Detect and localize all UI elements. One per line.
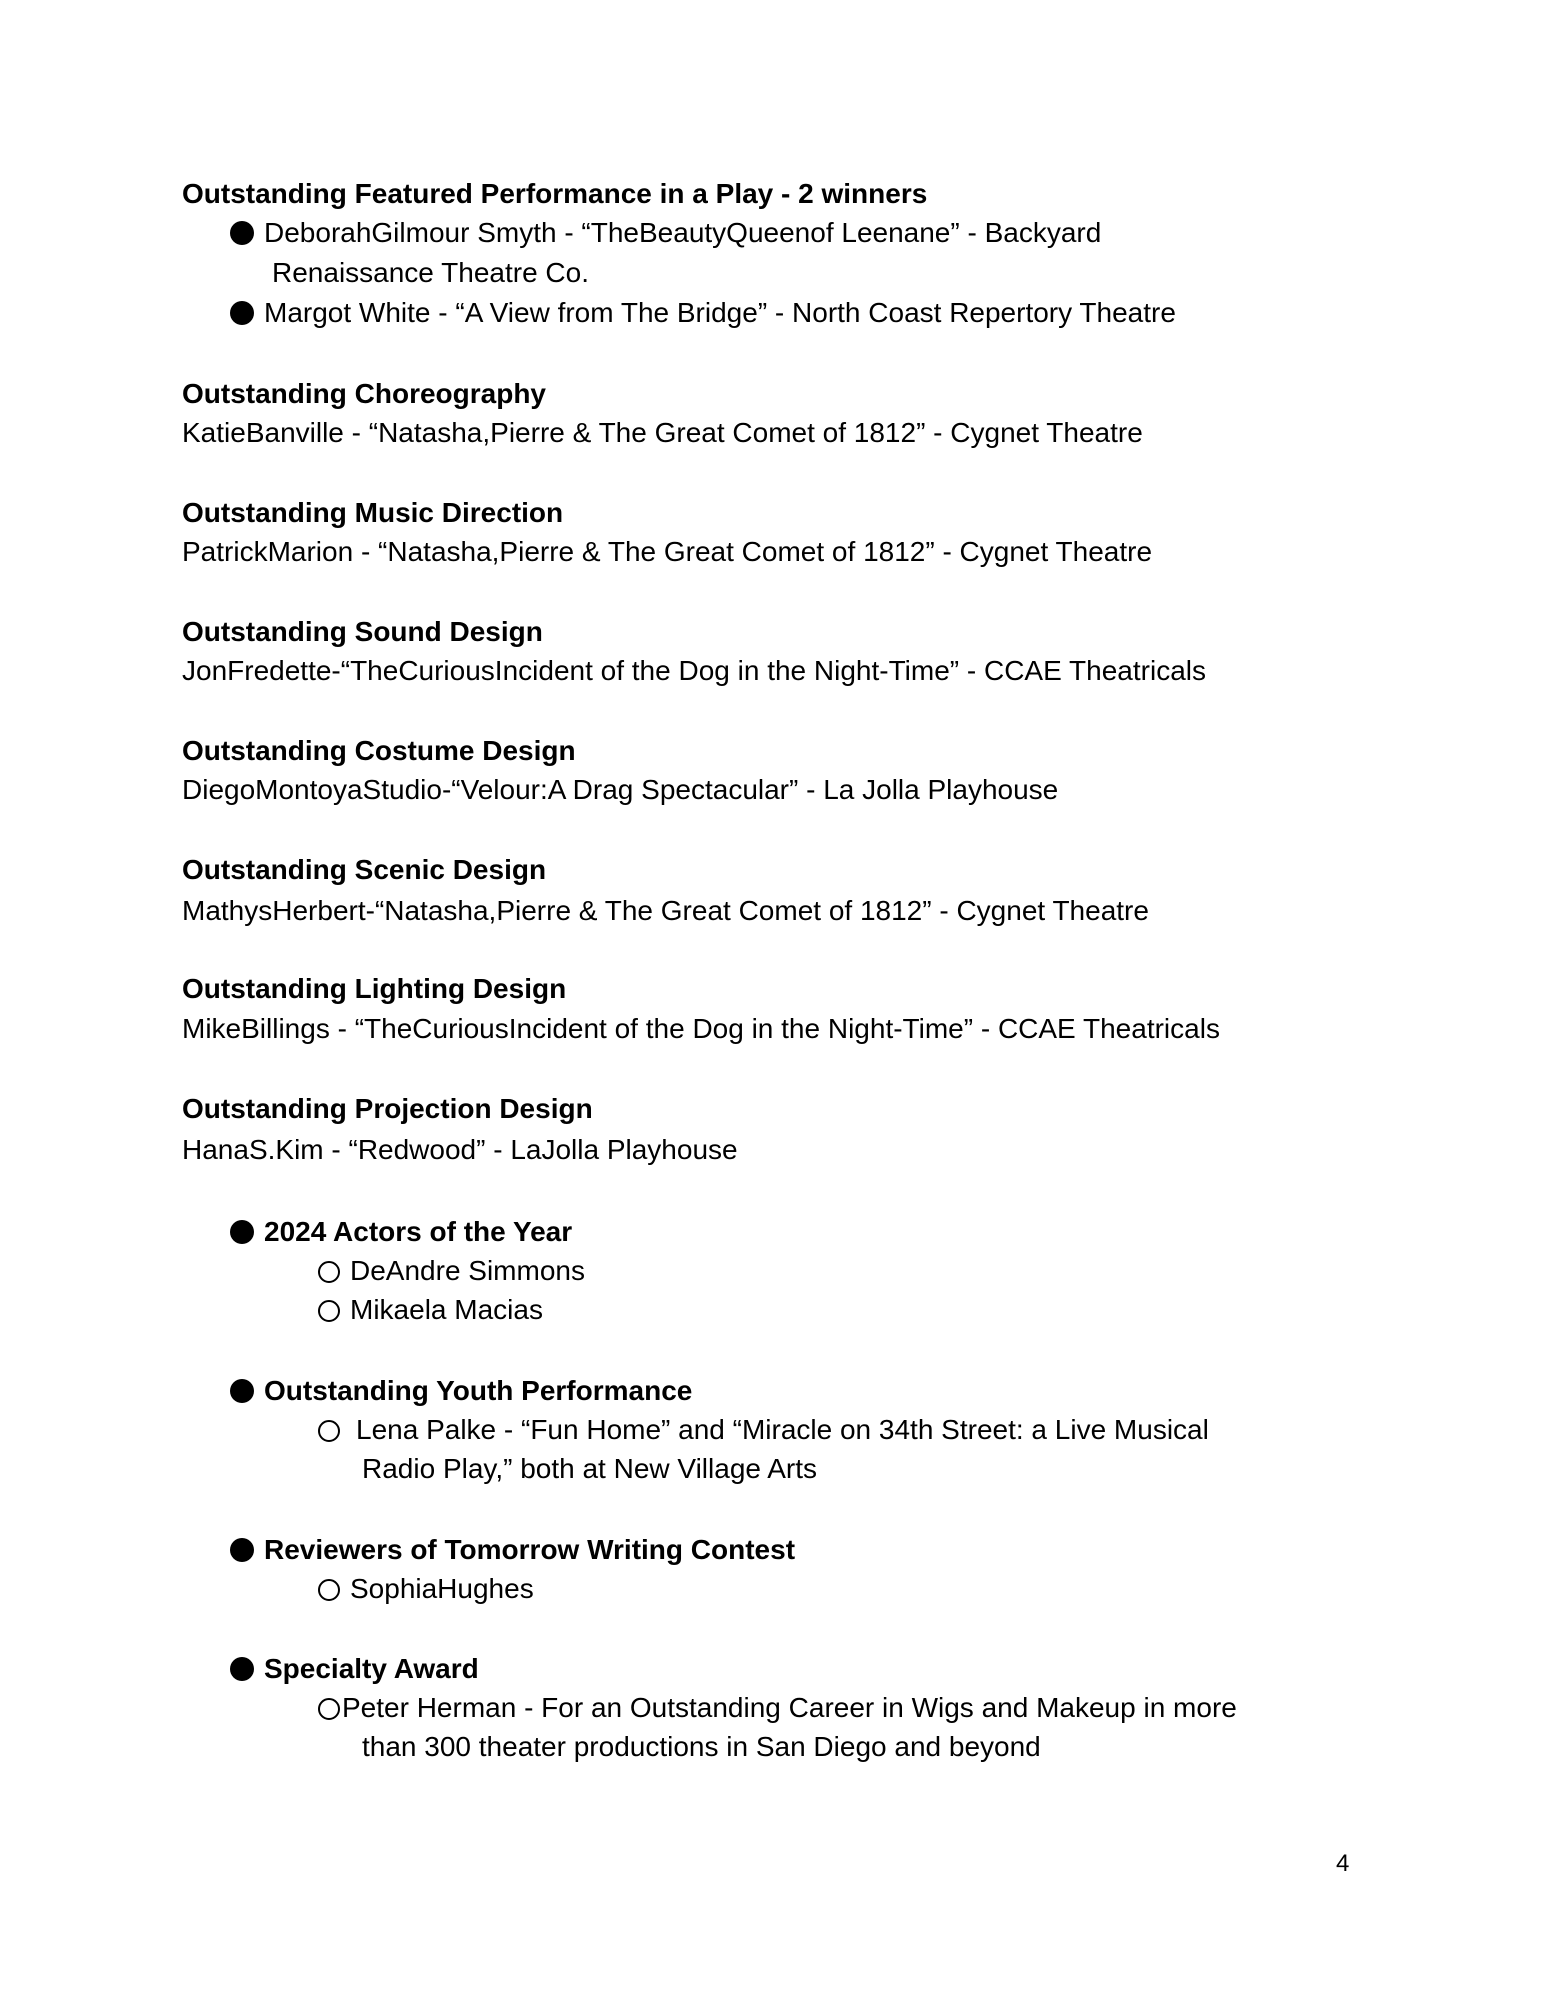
sound-heading: Outstanding Sound Design (182, 616, 543, 647)
costume-entry: DiegoMontoyaStudio-“Velour:A Drag Spectacular” - La Jolla Playhouse (182, 774, 1059, 805)
specialty-item (318, 1688, 1237, 1728)
featured-item-1-continued: Renaissance Theatre Co. (272, 257, 589, 288)
youth-heading: Outstanding Youth Performance (264, 1375, 693, 1406)
lighting-entry: MikeBillings - “TheCuriousIncident of the Dog in the Night-Time” - CCAE Theatricals (182, 1013, 1220, 1044)
sound-entry: JonFredette-“TheCuriousIncident of the Dog in the Night-Time” - CCAE Theatricals (182, 655, 1206, 686)
choreography-heading: Outstanding Choreography (182, 378, 546, 409)
bullet-circle-icon (318, 1261, 340, 1283)
actors-heading-row (230, 1212, 572, 1252)
specialty-heading-row (230, 1649, 479, 1689)
youth-item-text: Lena Palke - “Fun Home” and “Miracle on 34th Street: a Live Musical (356, 1414, 1209, 1445)
bullet-disc-icon (230, 301, 254, 325)
actors-item-2 (318, 1290, 543, 1330)
scenic-entry: MathysHerbert-“Natasha,Pierre & The Great Comet of 1812” - Cygnet Theatre (182, 895, 1149, 926)
projection-entry: HanaS.Kim - “Redwood” - LaJolla Playhouse (182, 1134, 738, 1165)
featured-item-2 (230, 293, 1176, 333)
featured-item-2-text: Margot White - “A View from The Bridge” - North Coast Repertory Theatre (264, 297, 1176, 328)
music-heading: Outstanding Music Direction (182, 497, 564, 528)
bullet-circle-icon (318, 1300, 340, 1322)
bullet-circle-icon (318, 1579, 340, 1601)
actors-item-1-text: DeAndre Simmons (350, 1255, 585, 1286)
bullet-disc-icon (230, 1379, 254, 1403)
featured-heading: Outstanding Featured Performance in a Play - 2 winners (182, 178, 928, 209)
youth-heading-row (230, 1371, 692, 1411)
choreography-entry: KatieBanville - “Natasha,Pierre & The Great Comet of 1812” - Cygnet Theatre (182, 417, 1143, 448)
reviewers-item (318, 1569, 534, 1609)
lighting-heading: Outstanding Lighting Design (182, 973, 567, 1004)
reviewers-item-text: SophiaHughes (350, 1573, 534, 1604)
bullet-circle-icon (318, 1420, 340, 1442)
youth-item (318, 1410, 1209, 1450)
costume-heading: Outstanding Costume Design (182, 735, 576, 766)
projection-heading: Outstanding Projection Design (182, 1093, 593, 1124)
scenic-heading: Outstanding Scenic Design (182, 854, 547, 885)
youth-item-continued: Radio Play,” both at New Village Arts (362, 1453, 817, 1484)
specialty-heading: Specialty Award (264, 1653, 479, 1684)
specialty-item-continued: than 300 theater productions in San Diego and beyond (362, 1731, 1041, 1762)
actors-heading: 2024 Actors of the Year (264, 1216, 573, 1247)
bullet-disc-icon (230, 1657, 254, 1681)
bullet-disc-icon (230, 221, 254, 245)
reviewers-heading: Reviewers of Tomorrow Writing Contest (264, 1534, 796, 1565)
featured-item-1-text: DeborahGilmour Smyth - “TheBeautyQueenof Leenane” - Backyard (264, 217, 1102, 248)
actors-item-1 (318, 1251, 585, 1291)
reviewers-heading-row (230, 1530, 795, 1570)
featured-item-1 (230, 213, 1101, 253)
bullet-circle-icon (318, 1698, 340, 1720)
bullet-disc-icon (230, 1220, 254, 1244)
bullet-disc-icon (230, 1538, 254, 1562)
specialty-item-text: Peter Herman - For an Outstanding Career in Wigs and Makeup in more (342, 1692, 1237, 1723)
page-number: 4 (1336, 1850, 1350, 1877)
actors-item-2-text: Mikaela Macias (350, 1294, 543, 1325)
music-entry: PatrickMarion - “Natasha,Pierre & The Great Comet of 1812” - Cygnet Theatre (182, 536, 1153, 567)
